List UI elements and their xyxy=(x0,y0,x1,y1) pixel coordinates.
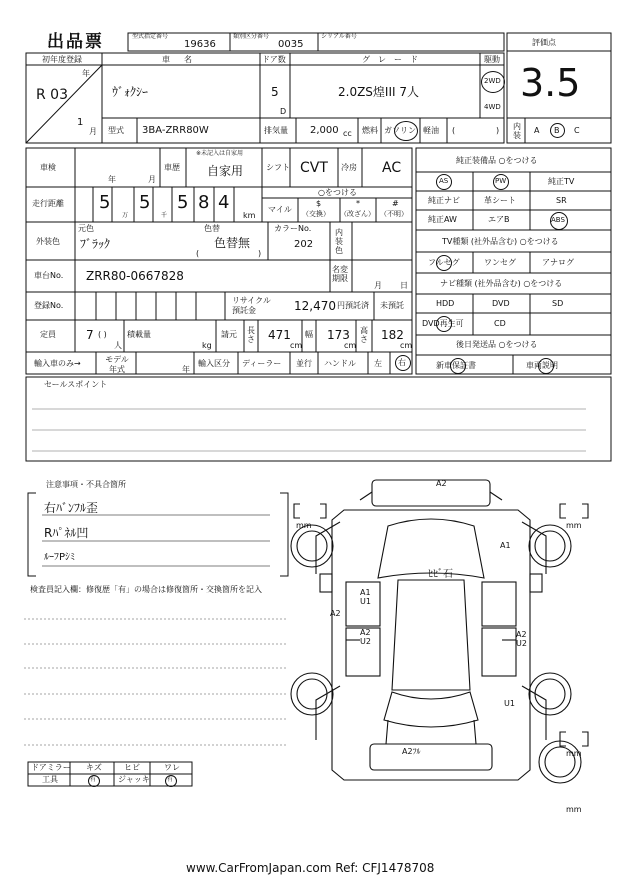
drive-4wd: 4WD xyxy=(484,103,501,111)
equip-sr: SR xyxy=(556,196,567,205)
grade-label: グレード xyxy=(362,55,426,64)
mileage-km: km xyxy=(243,211,256,220)
equip-airbag: エアB xyxy=(488,215,510,224)
chassis-value: ZRR80-0667828 xyxy=(86,269,184,283)
tv-fullseg: フルセグ xyxy=(428,258,460,267)
chassis-label: 車台No. xyxy=(34,271,64,280)
mileage-digit-2: 5 xyxy=(139,192,151,213)
recycle-label: リサイクル預託金 xyxy=(232,296,271,315)
color-no-value: 202 xyxy=(294,239,314,250)
mm-lf: mm xyxy=(296,521,312,530)
equip-as: AS xyxy=(439,177,449,185)
damage-right-quarter: U1 xyxy=(504,699,515,708)
import-label: 輸入車のみ→ xyxy=(34,359,81,368)
circle-note: ○をつける xyxy=(318,188,357,197)
interior-label: 内装 xyxy=(513,122,521,140)
equip-leather: 革シート xyxy=(484,196,516,205)
color-change-value: 色替無 xyxy=(214,236,251,250)
inspection-label: 車検 xyxy=(40,163,56,172)
damage-left-fender: A2 xyxy=(330,609,341,618)
mm-rf: mm xyxy=(566,521,582,530)
inspector-label: 検査員記入欄：修復歴「有」の場合は修復箇所・交換箇所を記入 xyxy=(30,585,262,594)
interior-a: A xyxy=(534,126,540,135)
mm-rr: mm xyxy=(566,749,582,758)
width-value: 173 xyxy=(327,328,350,342)
history-note: ※未記入は自家用 xyxy=(196,150,244,157)
car-diagram xyxy=(291,480,588,783)
length-value: 471 xyxy=(268,328,291,342)
exterior-label: 外装色 xyxy=(36,237,60,246)
fuel-value: ガソリン xyxy=(384,126,416,135)
model-year-unit: 年 xyxy=(182,365,190,374)
legend-jack: ジャッキ xyxy=(118,775,150,784)
handle-left: 左 xyxy=(374,359,382,368)
paren-open: ( xyxy=(452,126,456,135)
height-cm: cm xyxy=(400,341,413,350)
capacity-unit: 人 xyxy=(114,341,122,350)
type-no-label: 型式指定番号 xyxy=(132,33,169,40)
color-paren-open: ( xyxy=(196,249,200,258)
handle-label: ハンドル xyxy=(324,359,356,368)
tv-title: TV種類 (社外品含む) ○をつける xyxy=(442,237,559,246)
form-title: 出品票 xyxy=(47,32,104,52)
equip-aw: 純正AW xyxy=(428,215,457,224)
model-value: 3BA-ZRR80W xyxy=(142,125,209,136)
capacity-paren: ( ) xyxy=(98,330,107,339)
serial-label: シリアル番号 xyxy=(321,33,357,40)
drive-2wd: 2WD xyxy=(484,77,501,85)
grade-value: 2.0ZS煌III 7人 xyxy=(338,85,419,99)
model-year-label: モデル年式 xyxy=(105,355,129,374)
unknown-label: （不明） xyxy=(380,210,408,218)
damage-rear-bumper: A2ﾌﾙ xyxy=(402,747,421,756)
exterior-value: ﾌﾞﾗｯｸ xyxy=(80,237,111,251)
mile-label: マイル xyxy=(268,205,292,214)
displacement-value: 2,000 xyxy=(310,125,339,136)
shift-value: CVT xyxy=(300,160,328,176)
tv-oneseg: ワンセグ xyxy=(484,258,516,267)
legend-tool-yes: 有 xyxy=(90,776,97,783)
nav-cd: CD xyxy=(494,319,506,328)
nav-dvd: DVD xyxy=(492,299,510,308)
note-item-2: Rﾊﾟﾈﾙ凹 xyxy=(44,526,89,540)
fuel-label: 燃料 xyxy=(362,126,378,135)
parallel-label: 並行 xyxy=(296,359,312,368)
light-oil-label: 軽油 xyxy=(423,126,439,135)
doors-label: ドア数 xyxy=(262,55,286,64)
recycle-unit: 円預託済 xyxy=(337,301,369,310)
equip-tv: 純正TV xyxy=(548,177,575,186)
car-name-label: 車名 xyxy=(162,55,206,64)
interior-color-label: 内装色 xyxy=(335,228,343,255)
note-item-3: ﾙｰﾌPｼﾐ xyxy=(44,552,76,563)
recycle-value: 12,470 xyxy=(294,299,336,313)
send-warranty: 新車保証書 xyxy=(436,361,476,370)
doors-value: 5 xyxy=(271,85,279,99)
orig-color-label: 元色 xyxy=(78,224,94,233)
legend-crack: ヒビ xyxy=(124,763,140,772)
send-manual: 車両説明 xyxy=(526,361,558,370)
nav-dvd-play: DVD再生可 xyxy=(422,319,464,328)
mileage-digit-4: 8 xyxy=(198,192,210,213)
exchange-label: （交換） xyxy=(302,210,330,218)
type-no: 19636 xyxy=(184,39,216,50)
width-label: 幅 xyxy=(305,330,313,339)
note-item-1: 右ﾊﾞﾝﾌﾙ歪 xyxy=(44,501,99,515)
inspection-year: 年 xyxy=(108,175,116,184)
history-value: 自家用 xyxy=(207,164,244,178)
recycle-no: 未預託 xyxy=(380,301,404,310)
mileage-man: 万 xyxy=(122,212,129,219)
equip-pw: PW xyxy=(495,177,507,185)
import-type-label: 輸入区分 xyxy=(198,359,230,368)
color-no-label: カラーNo. xyxy=(274,224,312,233)
mileage-label: 走行距離 xyxy=(32,199,64,208)
legend-jack-yes: 有 xyxy=(167,776,174,783)
nav-title: ナビ種類 (社外品含む) ○をつける xyxy=(440,279,563,288)
interior-b: B xyxy=(554,126,560,135)
equip-navi: 純正ナビ xyxy=(428,196,460,205)
length-label: 長さ xyxy=(247,326,255,344)
cc-unit: cc xyxy=(343,129,352,138)
reg-no-label: 登録No. xyxy=(34,301,64,310)
drive-label: 駆動 xyxy=(484,55,500,64)
tampered-label: （改ざん） xyxy=(340,210,375,218)
mileage-sen: 千 xyxy=(161,212,168,219)
load-kg: kg xyxy=(202,341,212,350)
exchange-mark: $ xyxy=(316,199,322,208)
handle-right: 右 xyxy=(398,358,406,367)
ac-value: AC xyxy=(382,160,402,176)
damage-left-rear-door: A2 U2 xyxy=(360,628,371,646)
damage-right-fender: A1 xyxy=(500,541,511,550)
capacity-label: 定員 xyxy=(40,330,56,339)
tampered-mark: * xyxy=(356,199,360,208)
genuine-title: 純正装備品 ○をつける xyxy=(456,156,538,165)
score-value: 3.5 xyxy=(520,61,581,105)
damage-front-bumper: A2 xyxy=(436,479,447,488)
first-reg-month: 1 xyxy=(77,117,84,128)
score-label: 評価点 xyxy=(532,38,556,47)
height-label: 高さ xyxy=(360,326,368,344)
damage-right-rear-door: A2 U2 xyxy=(516,630,527,648)
class-no-label: 類別区分番号 xyxy=(233,33,270,40)
dealer-label: ディーラー xyxy=(242,359,282,368)
footer-ref: www.CarFromJapan.com Ref: CFJ1478708 xyxy=(186,861,435,875)
shift-label: シフト xyxy=(266,163,290,172)
height-value: 182 xyxy=(381,328,404,342)
tv-analog: アナログ xyxy=(542,258,574,267)
width-cm: cm xyxy=(344,341,357,350)
send-title: 後日発送品 ○をつける xyxy=(456,340,538,349)
mileage-digit-5: 4 xyxy=(218,192,230,213)
sales-point-label: セールスポイント xyxy=(44,380,108,389)
request-label: 請元 xyxy=(221,330,237,339)
displacement-label: 排気量 xyxy=(264,126,288,135)
mileage-digit-3: 5 xyxy=(177,192,189,213)
car-name: ｳﾞｫｸｼｰ xyxy=(112,85,149,99)
model-label: 型式 xyxy=(108,126,124,135)
deadline-label: 名変期限 xyxy=(332,265,348,283)
color-change-label: 色替 xyxy=(204,224,220,233)
color-paren-close: ) xyxy=(258,249,262,258)
class-no: 0035 xyxy=(278,39,304,50)
first-reg-label: 初年度登録 xyxy=(42,55,82,64)
deadline-day: 日 xyxy=(400,281,408,290)
legend-mirror: ドアミラー xyxy=(31,763,71,772)
ac-label: 冷房 xyxy=(341,163,357,172)
inspection-month: 月 xyxy=(148,175,156,184)
length-cm: cm xyxy=(290,341,303,350)
nav-hdd: HDD xyxy=(436,299,455,308)
deadline-month: 月 xyxy=(374,281,382,290)
capacity-value: 7 xyxy=(86,328,94,342)
mm-spare: mm xyxy=(566,805,582,814)
nav-sd: SD xyxy=(552,299,564,308)
legend-tool: 工具 xyxy=(42,775,58,784)
damage-windshield: ﾋﾋﾞ石 xyxy=(428,569,453,580)
door-suffix: D xyxy=(280,107,287,116)
equip-abs: ABS xyxy=(551,216,565,224)
first-reg-year: R 03 xyxy=(36,87,68,103)
history-label: 車歴 xyxy=(164,163,180,172)
damage-left-front-door: A1 U1 xyxy=(360,588,371,606)
load-label: 積載量 xyxy=(127,330,151,339)
paren-close: ) xyxy=(496,126,500,135)
notes-label: 注意事項・不具合箇所 xyxy=(46,480,126,489)
legend-scratch: キズ xyxy=(86,763,102,772)
interior-c: C xyxy=(574,126,580,135)
unknown-mark: # xyxy=(392,199,399,208)
year-suffix: 年 xyxy=(82,69,90,78)
month-suffix: 月 xyxy=(89,127,97,136)
mileage-digit-1: 5 xyxy=(99,192,111,213)
legend-break: ワレ xyxy=(164,763,180,772)
